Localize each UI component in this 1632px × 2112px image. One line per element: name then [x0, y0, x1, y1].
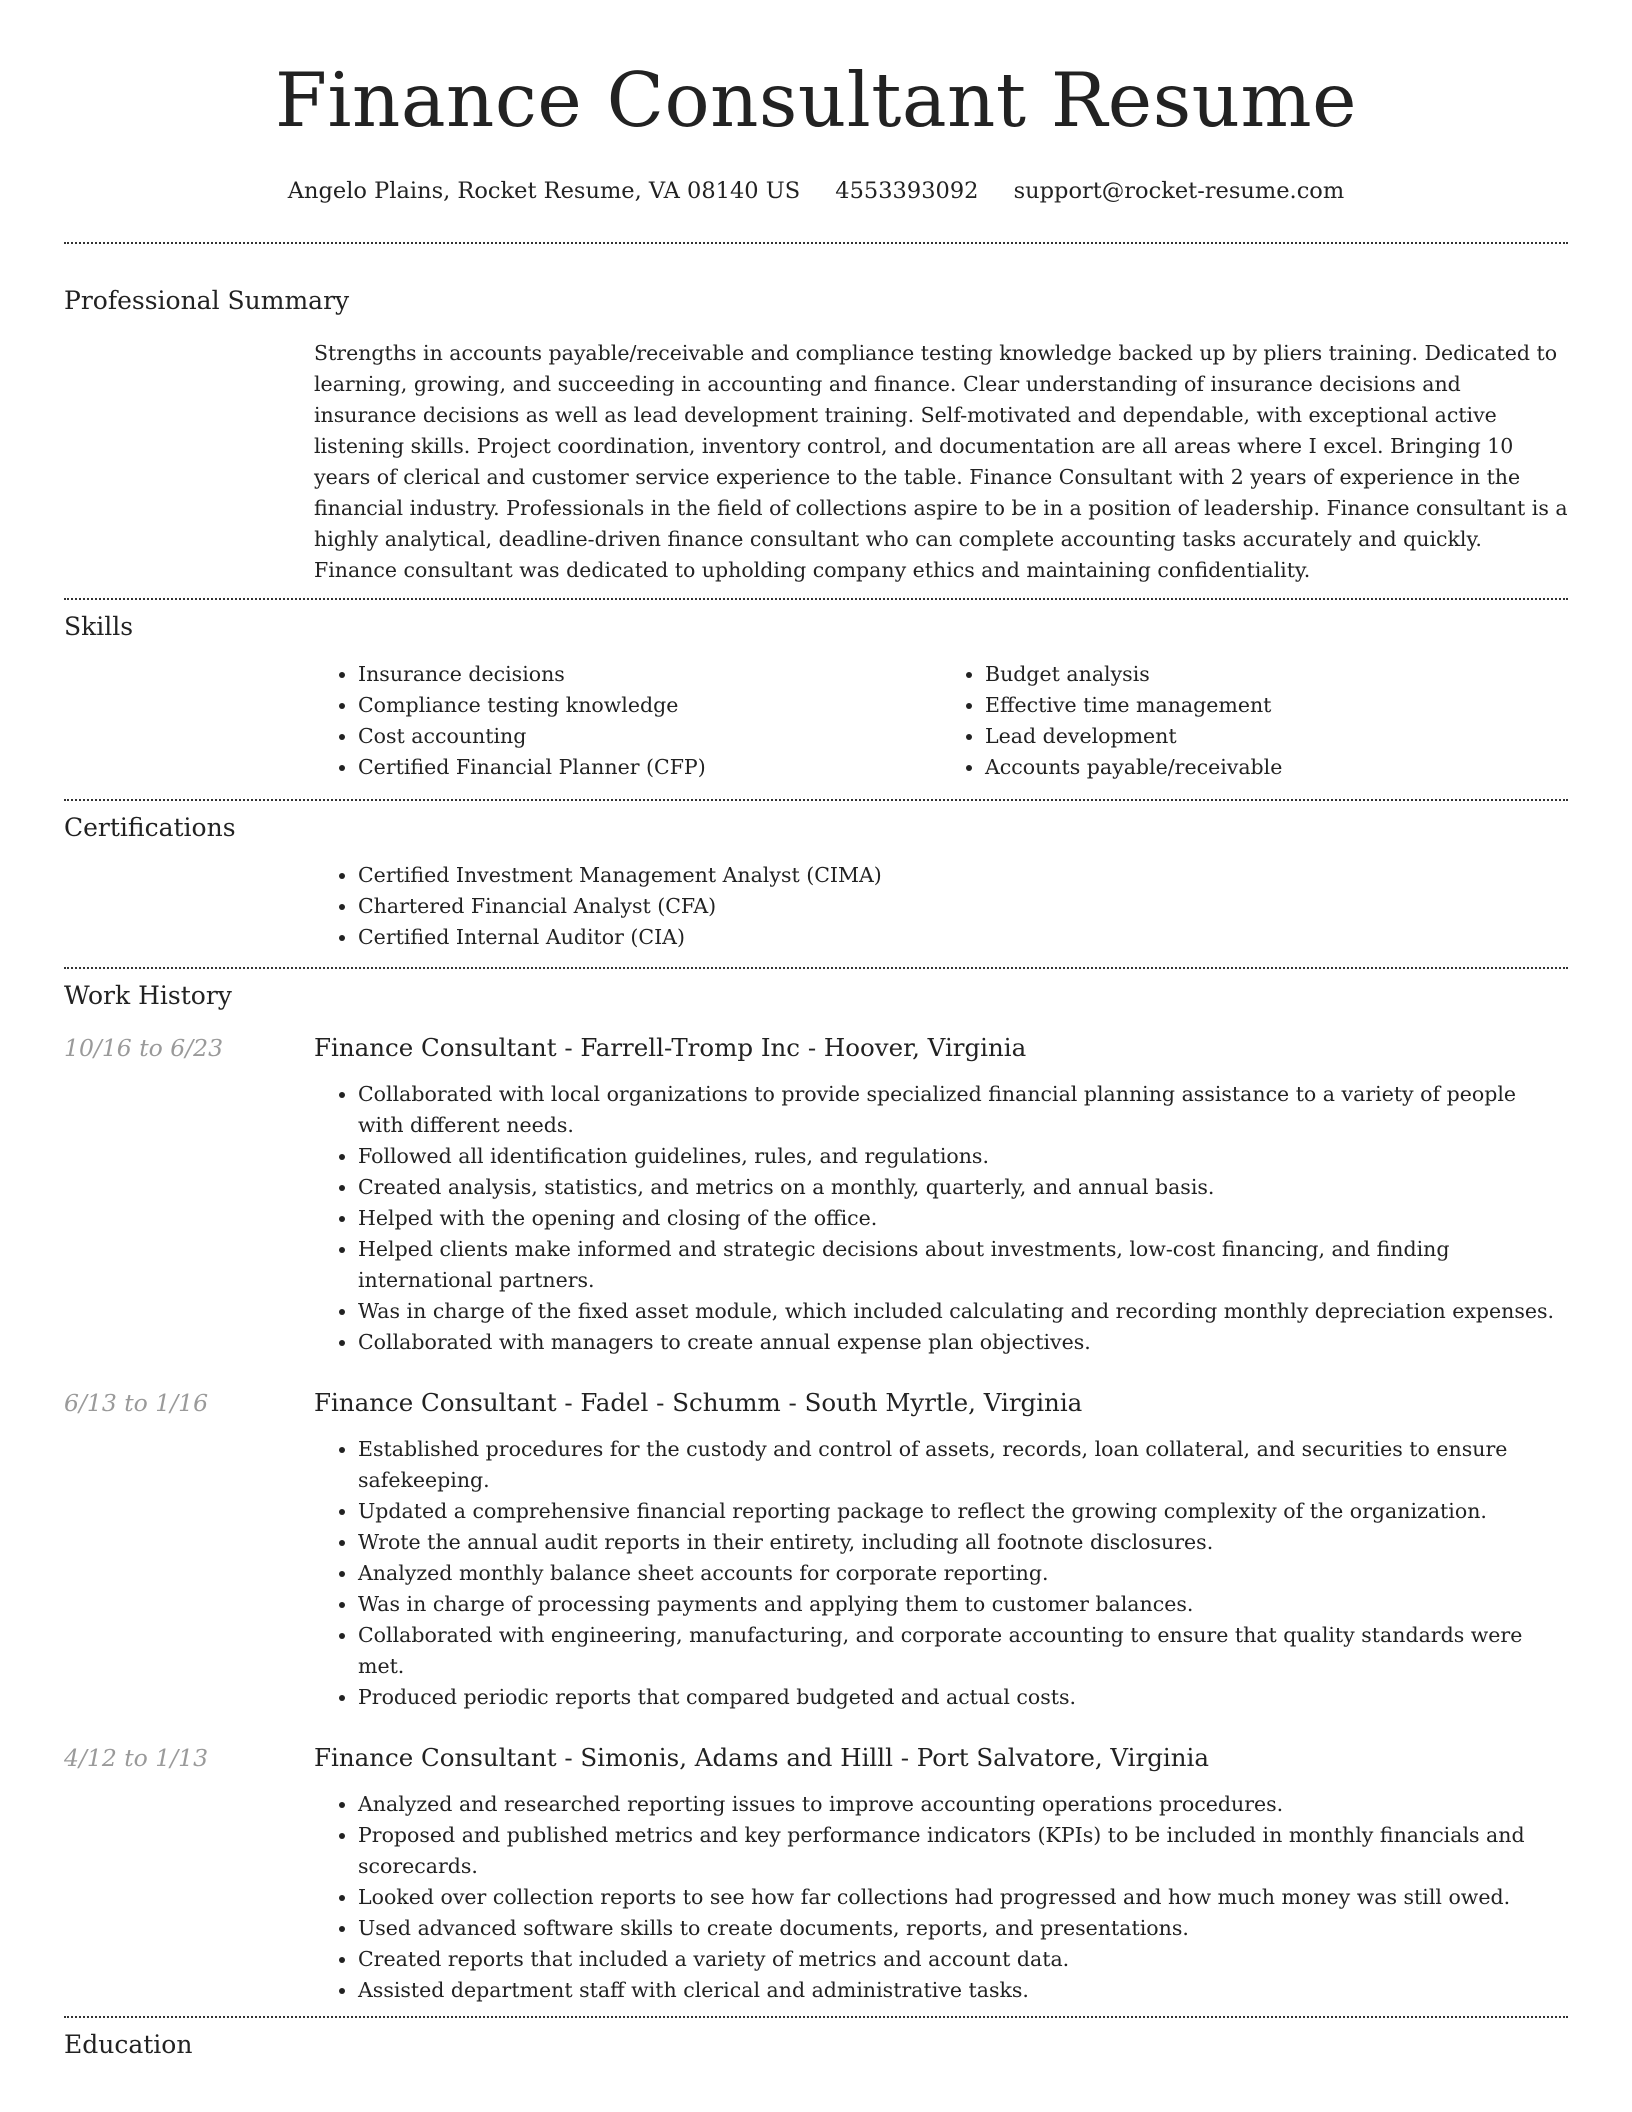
- certification-item: • Chartered Financial Analyst (CFA): [358, 891, 1568, 922]
- job-bullet: • Assisted department staff with clerical and administrative tasks.: [358, 1975, 1568, 2006]
- job-dates: 4/12 to 1/13: [64, 1744, 209, 1772]
- job-dates: 10/16 to 6/23: [64, 1034, 224, 1062]
- certification-item: • Certified Internal Auditor (CIA): [358, 922, 1568, 953]
- certification-item: • Certified Investment Management Analyst (CIMA): [358, 860, 1568, 891]
- job-entry: [64, 1741, 1568, 2006]
- skills-grid: [314, 659, 1568, 783]
- skills-list-left: [314, 659, 941, 783]
- summary-text: Strengths in accounts payable/receivable and compliance testing knowledge backed up by pliers training. Dedicated to learning, growing, and succeeding in accounting and finance. Clear understanding of insurance decisions and insurance decisions as well as lead development training. Self-motivated and dependable, with exceptional active listening skills. Project coordination, inventory control, and documentation are all areas where I excel. Bringing 10 years of clerical and customer service experience to the table. Finance Consultant with 2 years of experience in the financial industry. Professionals in the field of collections aspire to be in a position of leadership. Finance consultant is a highly analytical, deadline-driven finance consultant who can complete accounting tasks accurately and quickly. Finance consultant was dedicated to upholding company ethics and maintaining confidentiality.: [314, 341, 1568, 582]
- contact-line: [64, 176, 1568, 206]
- job-bullets: [314, 1079, 1568, 1358]
- job-title: Finance Consultant - Fadel - Schumm - South Myrtle, Virginia: [314, 1388, 1083, 1417]
- job-bullet: • Updated a comprehensive financial reporting package to reflect the growing complexity of the organization.: [358, 1496, 1568, 1527]
- job-bullet: • Created reports that included a variety of metrics and account data.: [358, 1944, 1568, 1975]
- skill-item: • Accounts payable/receivable: [985, 752, 1568, 783]
- skill-item: • Compliance testing knowledge: [358, 690, 941, 721]
- certifications-section: [64, 801, 1568, 953]
- skill-item: • Budget analysis: [985, 659, 1568, 690]
- job-bullet: • Collaborated with engineering, manufacturing, and corporate accounting to ensure that quality standards were met.: [358, 1620, 1568, 1682]
- job-entry: [64, 1386, 1568, 1713]
- job-entry: [64, 1031, 1568, 1358]
- job-bullet: • Analyzed and researched reporting issues to improve accounting operations procedures.: [358, 1789, 1568, 1820]
- section-heading-summary: Professional Summary: [64, 286, 350, 315]
- job-bullet: • Collaborated with local organizations to provide specialized financial planning assistance to a variety of people with different needs.: [358, 1079, 1568, 1141]
- job-title: Finance Consultant - Simonis, Adams and Hilll - Port Salvatore, Virginia: [314, 1743, 1209, 1772]
- job-bullet: • Created analysis, statistics, and metrics on a monthly, quarterly, and annual basis.: [358, 1172, 1568, 1203]
- education-section: [64, 2018, 1568, 2062]
- job-header: [64, 1741, 1568, 1775]
- job-dates: 6/13 to 1/16: [64, 1389, 209, 1417]
- section-heading-skills: Skills: [64, 612, 134, 641]
- job-header: [64, 1386, 1568, 1420]
- job-bullet: • Collaborated with managers to create annual expense plan objectives.: [358, 1327, 1568, 1358]
- job-bullet: • Was in charge of the fixed asset module, which included calculating and recording monthly depreciation expenses.: [358, 1296, 1568, 1327]
- job-bullet: • Looked over collection reports to see how far collections had progressed and how much money was still owed.: [358, 1882, 1568, 1913]
- job-bullet: • Analyzed monthly balance sheet accounts for corporate reporting.: [358, 1558, 1568, 1589]
- job-bullet: • Was in charge of processing payments and applying them to customer balances.: [358, 1589, 1568, 1620]
- job-bullet: • Proposed and published metrics and key performance indicators (KPIs) to be included in monthly financials and scorecards.: [358, 1820, 1568, 1882]
- contact-phone: 4553393092: [835, 178, 979, 204]
- skills-section: [64, 600, 1568, 783]
- job-bullet: • Followed all identification guidelines, rules, and regulations.: [358, 1141, 1568, 1172]
- job-bullets: [314, 1434, 1568, 1713]
- job-bullet: • Helped clients make informed and strategic decisions about investments, low-cost financing, and finding international partners.: [358, 1234, 1568, 1296]
- skill-item: • Insurance decisions: [358, 659, 941, 690]
- job-bullet: • Established procedures for the custody and control of assets, records, loan collateral, and securities to ensure safekeeping.: [358, 1434, 1568, 1496]
- section-heading-education: Education: [64, 2030, 193, 2059]
- skill-item: • Certified Financial Planner (CFP): [358, 752, 941, 783]
- section-heading-work-history: Work History: [64, 981, 232, 1010]
- job-bullets: [314, 1789, 1568, 2006]
- skills-list-right: [941, 659, 1568, 783]
- job-bullet: • Helped with the opening and closing of the office.: [358, 1203, 1568, 1234]
- job-bullet: • Wrote the annual audit reports in their entirety, including all footnote disclosures.: [358, 1527, 1568, 1558]
- job-title: Finance Consultant - Farrell-Tromp Inc - Hoover, Virginia: [314, 1033, 1027, 1062]
- certifications-body: [314, 860, 1568, 953]
- contact-address: Angelo Plains, Rocket Resume, VA 08140 US: [287, 178, 801, 204]
- certifications-list: [314, 860, 1568, 953]
- skill-item: • Lead development: [985, 721, 1568, 752]
- professional-summary-section: [64, 244, 1568, 586]
- work-history-section: [64, 969, 1568, 2006]
- job-header: [64, 1031, 1568, 1065]
- job-bullet: • Produced periodic reports that compared budgeted and actual costs.: [358, 1682, 1568, 1713]
- section-heading-certifications: Certifications: [64, 813, 236, 842]
- skill-item: • Effective time management: [985, 690, 1568, 721]
- page-title: Finance Consultant Resume: [275, 56, 1357, 144]
- skill-item: • Cost accounting: [358, 721, 941, 752]
- contact-email: support@rocket-resume.com: [1013, 178, 1345, 204]
- job-bullet: • Used advanced software skills to create documents, reports, and presentations.: [358, 1913, 1568, 1944]
